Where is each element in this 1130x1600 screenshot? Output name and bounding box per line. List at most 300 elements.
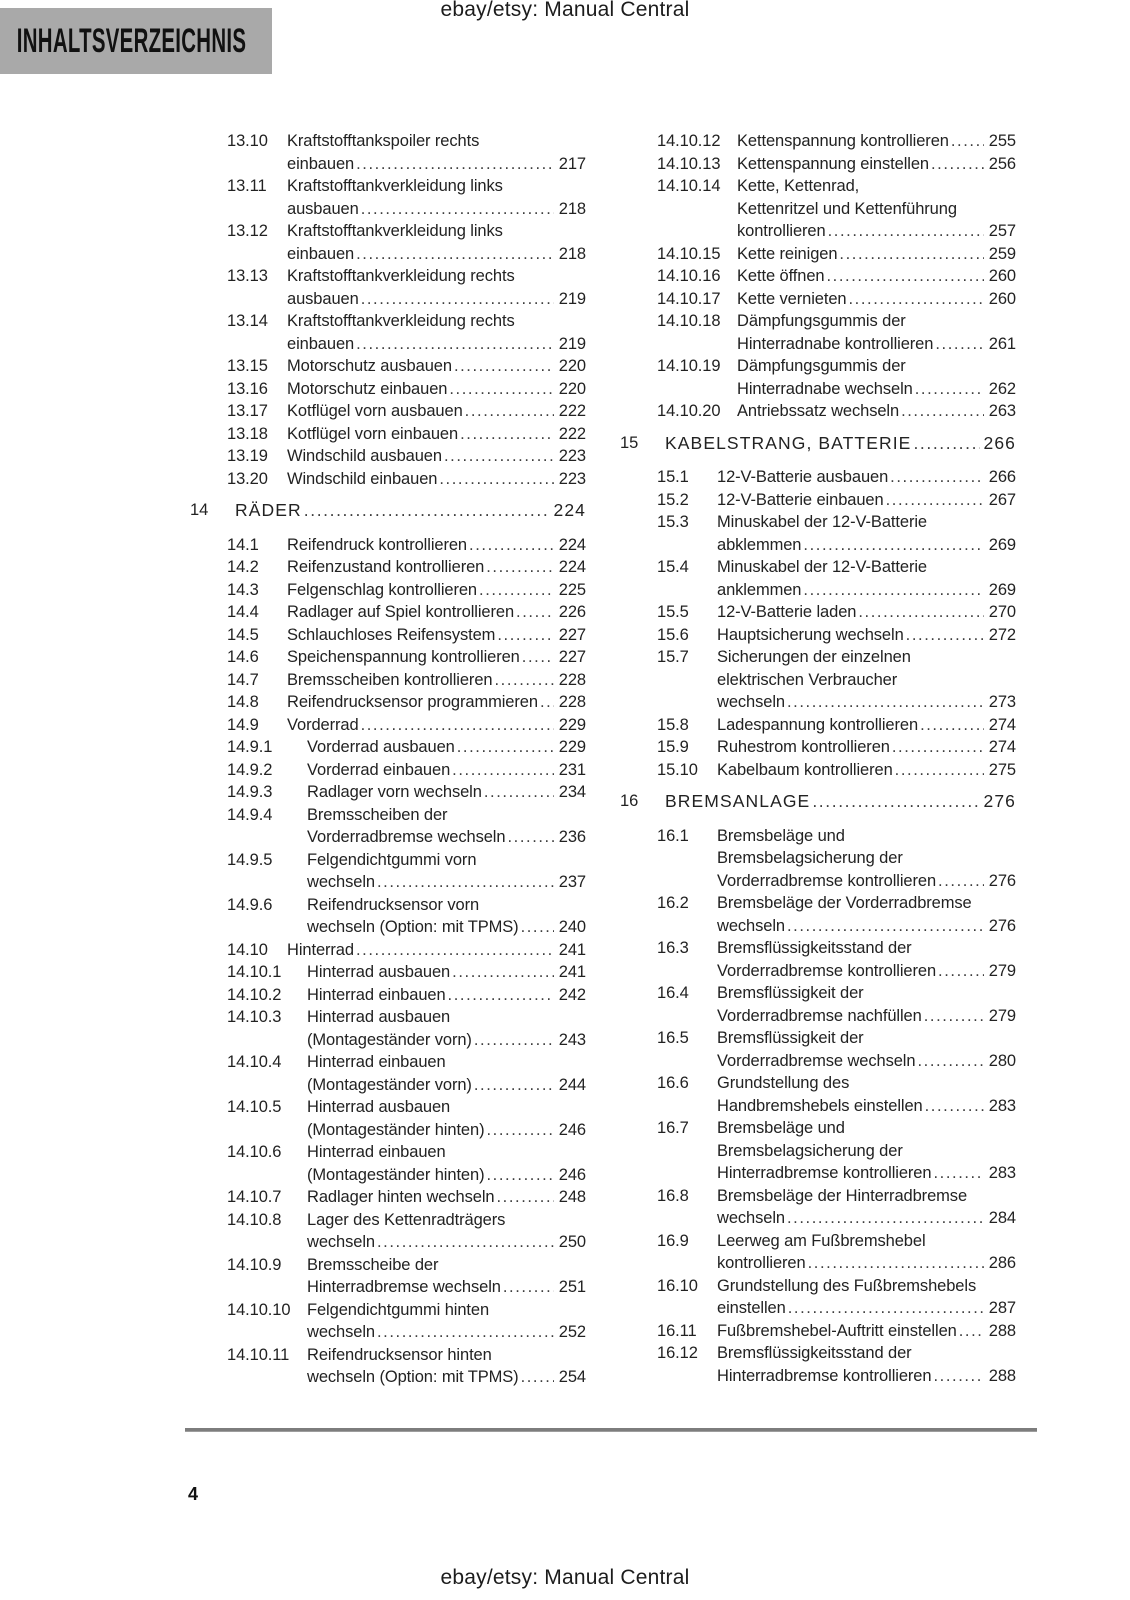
page-number: 226 bbox=[558, 603, 586, 621]
toc-title-text: einstellen bbox=[717, 1299, 786, 1317]
toc-entry-title bbox=[307, 961, 586, 984]
dot-leader bbox=[361, 714, 554, 737]
toc-entry-title bbox=[307, 849, 586, 894]
toc-entry-title bbox=[287, 265, 586, 310]
toc-entry-number: 14.4 bbox=[227, 603, 259, 621]
toc-title-text: Schlauchloses Reifensystem bbox=[287, 625, 496, 644]
page-number: 222 bbox=[558, 402, 586, 420]
toc-title-line bbox=[717, 624, 1016, 647]
dot-leader bbox=[959, 1320, 984, 1343]
toc-title-text: einbauen bbox=[287, 244, 355, 263]
toc-entry bbox=[190, 1141, 586, 1186]
page-number: 287 bbox=[988, 1299, 1016, 1317]
toc-entry bbox=[190, 894, 586, 939]
page-number: 236 bbox=[558, 828, 586, 846]
page-number: 260 bbox=[988, 267, 1016, 285]
toc-entry bbox=[190, 601, 586, 624]
toc-entry-number: 14.10.15 bbox=[657, 244, 721, 263]
dot-leader bbox=[356, 243, 554, 266]
toc-title-line bbox=[717, 1162, 1016, 1185]
dot-leader bbox=[361, 288, 554, 311]
toc-entry bbox=[620, 736, 1016, 759]
toc-title-line bbox=[287, 445, 586, 468]
toc-entry-title bbox=[307, 1186, 586, 1209]
dot-leader bbox=[439, 468, 554, 491]
toc-entry bbox=[190, 669, 586, 692]
toc-entry-number: 14.10.17 bbox=[657, 289, 721, 308]
toc-title-line: Kettenritzel und Kettenführung bbox=[737, 199, 957, 218]
toc-entry-number: 14.10.20 bbox=[657, 402, 721, 420]
toc-title-line bbox=[287, 534, 586, 557]
toc-title-line: Lager des Kettenradträgers bbox=[307, 1210, 506, 1229]
section-title-box bbox=[0, 8, 272, 74]
toc-title-line bbox=[717, 579, 1016, 602]
toc-title-line bbox=[737, 265, 1016, 288]
toc-entry bbox=[190, 175, 586, 220]
toc-entry bbox=[620, 714, 1016, 737]
toc-entry-number: 13.10 bbox=[227, 132, 268, 150]
toc-entry-title bbox=[717, 556, 1016, 601]
toc-entry bbox=[620, 982, 1016, 1027]
toc-entry bbox=[620, 1342, 1016, 1387]
toc-title-line bbox=[717, 691, 1016, 714]
toc-entry-number: 15.5 bbox=[657, 603, 689, 621]
dot-leader bbox=[828, 220, 984, 243]
dot-leader bbox=[827, 265, 985, 288]
toc-entry-number: 14.10.4 bbox=[227, 1053, 282, 1071]
dot-leader bbox=[516, 601, 554, 624]
toc-title-text: einbauen bbox=[287, 154, 355, 173]
page-number: 224 bbox=[553, 500, 586, 520]
toc-title-line: Bremsflüssigkeitsstand der bbox=[717, 1344, 912, 1362]
page-number: 273 bbox=[988, 693, 1016, 711]
toc-entry-number: 15.8 bbox=[657, 715, 689, 734]
toc-title-text: Vorderradbremse kontrollieren bbox=[717, 871, 937, 890]
toc-title-text: Kette öffnen bbox=[737, 267, 825, 285]
toc-title-line: Bremsflüssigkeit der bbox=[717, 1029, 864, 1047]
toc-entry-title bbox=[717, 1342, 1016, 1387]
toc-entry bbox=[620, 265, 1016, 288]
page-number: 257 bbox=[988, 222, 1016, 240]
dot-leader bbox=[521, 1366, 554, 1389]
toc-title-text: Hinterradnabe wechseln bbox=[737, 379, 913, 398]
toc-title-text: Vorderrad bbox=[287, 715, 359, 734]
toc-entry-number: 15.1 bbox=[657, 468, 689, 486]
toc-entry-title bbox=[287, 624, 586, 647]
toc-entry-title bbox=[307, 1096, 586, 1141]
page-number: 242 bbox=[558, 985, 586, 1004]
toc-title-line bbox=[287, 378, 586, 401]
toc-title-line: Dämpfungsgummis der bbox=[737, 357, 906, 375]
toc-title-text: wechseln (Option: mit TPMS) bbox=[307, 1368, 519, 1386]
page-number: 279 bbox=[988, 961, 1016, 980]
toc-entry bbox=[620, 892, 1016, 937]
toc-entry-number: 13.17 bbox=[227, 402, 268, 420]
toc-title-text: einbauen bbox=[287, 334, 355, 353]
toc-title-text: anklemmen bbox=[717, 580, 802, 599]
dot-leader bbox=[486, 1164, 554, 1187]
toc-title-text: Hinterrad einbauen bbox=[307, 985, 446, 1004]
toc-title-line bbox=[737, 333, 1016, 356]
toc-entry bbox=[190, 1344, 586, 1389]
dot-leader bbox=[935, 333, 984, 356]
dot-leader bbox=[803, 579, 984, 602]
dot-leader bbox=[454, 355, 554, 378]
toc-title-text: Vorderradbremse nachfüllen bbox=[717, 1006, 922, 1025]
dot-leader bbox=[812, 790, 979, 813]
toc-title-line bbox=[737, 243, 1016, 266]
dot-leader bbox=[540, 691, 554, 714]
toc-title-line bbox=[287, 423, 586, 446]
toc-entry bbox=[190, 1051, 586, 1096]
page-number: 283 bbox=[988, 1164, 1016, 1182]
toc-title-line bbox=[737, 130, 1016, 153]
toc-entry-title bbox=[287, 556, 586, 579]
dot-leader bbox=[486, 556, 554, 579]
toc-title-text: Fußbremshebel-Auftritt einstellen bbox=[717, 1321, 957, 1340]
toc-entry bbox=[620, 310, 1016, 355]
dot-leader bbox=[522, 646, 554, 669]
toc-entry-number: 14.10.6 bbox=[227, 1143, 282, 1161]
toc-column-left bbox=[190, 130, 586, 1389]
dot-leader bbox=[304, 499, 550, 522]
toc-title-line bbox=[287, 288, 586, 311]
toc-entry-number: 16.9 bbox=[657, 1231, 689, 1250]
toc-entry-title bbox=[717, 982, 1016, 1027]
page-number: 240 bbox=[558, 918, 586, 936]
footer-doc-title: ebay/etsy: Manual Central bbox=[440, 1566, 690, 1589]
dot-leader bbox=[886, 489, 984, 512]
toc-title-text: Windschild ausbauen bbox=[287, 447, 442, 465]
toc-entry-number: 13.20 bbox=[227, 469, 268, 488]
toc-title-text: KABELSTRANG, BATTERIE bbox=[665, 432, 912, 453]
toc-title-line: Bremsscheibe der bbox=[307, 1255, 439, 1274]
page-number: 283 bbox=[988, 1096, 1016, 1115]
toc-entry-number: 14.10.1 bbox=[227, 963, 282, 981]
toc-title-line bbox=[287, 243, 586, 266]
page-number: 219 bbox=[558, 289, 586, 308]
toc-entry bbox=[190, 1006, 586, 1051]
toc-entry bbox=[620, 1072, 1016, 1117]
toc-title-line bbox=[307, 1119, 586, 1142]
toc-title-line: Bremsbeläge der Vorderradbremse bbox=[717, 894, 972, 912]
toc-title-text: Kette reinigen bbox=[737, 244, 838, 263]
toc-title-line: elektrischen Verbraucher bbox=[717, 670, 898, 689]
header-doc-title: ebay/etsy: Manual Central bbox=[440, 0, 690, 21]
toc-title-text: Ruhestrom kontrollieren bbox=[717, 738, 890, 756]
toc-entry bbox=[190, 646, 586, 669]
toc-entry-number: 14.10.13 bbox=[657, 154, 721, 173]
page-number: 254 bbox=[558, 1368, 586, 1386]
toc-title-text: 12-V-Batterie laden bbox=[717, 603, 857, 621]
toc-entry-number: 14.9.4 bbox=[227, 805, 273, 824]
toc-entry-number: 14.9.5 bbox=[227, 850, 273, 869]
dot-leader bbox=[839, 243, 984, 266]
dot-leader bbox=[377, 1321, 554, 1344]
toc-title-text: Vorderradbremse wechseln bbox=[307, 828, 506, 846]
dot-leader bbox=[858, 601, 984, 624]
toc-title-text: BREMSANLAGE bbox=[665, 791, 811, 811]
page-number: 219 bbox=[558, 334, 586, 353]
toc-title-line: Leerweg am Fußbremshebel bbox=[717, 1231, 926, 1250]
toc-entry bbox=[620, 175, 1016, 243]
toc-entry-title bbox=[235, 499, 586, 522]
toc-title-line bbox=[287, 646, 586, 669]
toc-title-text: Radlager auf Spiel kontrollieren bbox=[287, 603, 515, 621]
toc-entry-title bbox=[717, 937, 1016, 982]
toc-entry-title bbox=[287, 714, 586, 737]
toc-entry-number: 15.4 bbox=[657, 558, 689, 576]
dot-leader bbox=[917, 1050, 984, 1073]
dot-leader bbox=[377, 871, 554, 894]
toc-entry bbox=[620, 1027, 1016, 1072]
toc-entry bbox=[190, 468, 586, 491]
toc-title-line bbox=[717, 534, 1016, 557]
toc-title-text: Kettenspannung einstellen bbox=[737, 154, 929, 173]
toc-entry bbox=[190, 781, 586, 804]
toc-title-line bbox=[307, 916, 586, 939]
toc-entry bbox=[620, 790, 1016, 813]
toc-entry-number: 14.9.6 bbox=[227, 895, 273, 914]
toc-title-line: Kette, Kettenrad, bbox=[737, 177, 860, 195]
toc-title-line: Kraftstofftankverkleidung links bbox=[287, 222, 503, 240]
toc-entry bbox=[190, 130, 586, 175]
toc-entry-number: 14.10 bbox=[227, 940, 268, 959]
toc-title-line: Kraftstofftankverkleidung links bbox=[287, 177, 503, 195]
toc-entry-title bbox=[287, 579, 586, 602]
page-number: 231 bbox=[558, 760, 586, 779]
toc-title-line: Bremsbeläge der Hinterradbremse bbox=[717, 1186, 968, 1205]
toc-entry-title bbox=[307, 1209, 586, 1254]
toc-entry bbox=[190, 1096, 586, 1141]
toc-entry-number: 16.4 bbox=[657, 984, 689, 1002]
dot-leader bbox=[892, 736, 984, 759]
page-number: 288 bbox=[988, 1321, 1016, 1340]
dot-leader bbox=[465, 400, 554, 423]
toc-entry bbox=[190, 499, 586, 522]
toc-title-text: ausbauen bbox=[287, 289, 359, 308]
toc-entry-title bbox=[307, 804, 586, 849]
toc-entry bbox=[620, 288, 1016, 311]
toc-entry bbox=[620, 511, 1016, 556]
toc-entry-title bbox=[737, 243, 1016, 266]
toc-entry bbox=[190, 445, 586, 468]
page-number: 222 bbox=[558, 424, 586, 443]
toc-title-text: 12-V-Batterie einbauen bbox=[717, 490, 884, 509]
dot-leader bbox=[497, 624, 554, 647]
dot-leader bbox=[849, 288, 985, 311]
toc-entry-number: 16.3 bbox=[657, 939, 689, 957]
toc-title-line: Hinterrad ausbauen bbox=[307, 1008, 451, 1026]
dot-leader bbox=[494, 669, 554, 692]
toc-entry bbox=[620, 400, 1016, 423]
toc-entry bbox=[190, 1299, 586, 1344]
toc-entry-title bbox=[717, 759, 1016, 782]
footer-divider bbox=[185, 1428, 1037, 1432]
toc-entry-title bbox=[717, 466, 1016, 489]
toc-title-line: Reifendrucksensor hinten bbox=[307, 1345, 492, 1364]
toc-title-line bbox=[307, 984, 586, 1007]
toc-entry-title bbox=[717, 511, 1016, 556]
toc-title-text: Kabelbaum kontrollieren bbox=[717, 760, 893, 779]
toc-title-line bbox=[717, 1095, 1016, 1118]
toc-entry-number: 13.16 bbox=[227, 379, 268, 398]
toc-entry bbox=[190, 378, 586, 401]
toc-entry-number: 15.2 bbox=[657, 490, 689, 509]
dot-leader bbox=[474, 1029, 554, 1052]
toc-entry-number: 14.1 bbox=[227, 535, 259, 554]
toc-title-text: Vorderradbremse wechseln bbox=[717, 1051, 916, 1070]
toc-entry-title bbox=[287, 130, 586, 175]
toc-entry bbox=[190, 961, 586, 984]
page-number: 275 bbox=[988, 760, 1016, 779]
toc-entry-number: 14.9.1 bbox=[227, 738, 273, 756]
toc-title-text: Handbremshebels einstellen bbox=[717, 1096, 923, 1115]
dot-leader bbox=[931, 153, 984, 176]
toc-title-line: Bremsflüssigkeit der bbox=[717, 984, 864, 1002]
toc-title-line bbox=[307, 1276, 586, 1299]
toc-title-line bbox=[717, 489, 1016, 512]
toc-title-line bbox=[235, 499, 586, 522]
toc-entry bbox=[190, 400, 586, 423]
toc-title-line bbox=[717, 1297, 1016, 1320]
dot-leader bbox=[933, 1162, 984, 1185]
page-number: 276 bbox=[988, 871, 1016, 890]
toc-entry-title bbox=[307, 781, 586, 804]
dot-leader bbox=[895, 759, 984, 782]
page-number: 286 bbox=[988, 1254, 1016, 1272]
toc-title-line bbox=[717, 1207, 1016, 1230]
toc-entry bbox=[620, 759, 1016, 782]
page-number: 256 bbox=[988, 154, 1016, 173]
toc-entry bbox=[190, 984, 586, 1007]
toc-title-line bbox=[287, 198, 586, 221]
toc-entry-number: 16.6 bbox=[657, 1074, 689, 1092]
toc-entry-title bbox=[737, 355, 1016, 400]
toc-entry-number: 14.3 bbox=[227, 580, 259, 599]
toc-title-text: wechseln bbox=[717, 693, 785, 711]
dot-leader bbox=[913, 432, 979, 455]
toc-entry-number: 13.12 bbox=[227, 222, 268, 240]
toc-entry bbox=[620, 646, 1016, 714]
toc-title-line bbox=[717, 1365, 1016, 1388]
dot-leader bbox=[479, 579, 554, 602]
toc-entry-number: 14.10.16 bbox=[657, 267, 721, 285]
toc-entry-number: 15.6 bbox=[657, 625, 689, 644]
toc-entry bbox=[190, 691, 586, 714]
toc-title-line bbox=[717, 1005, 1016, 1028]
toc-title-line bbox=[287, 939, 586, 962]
footer-page-number: 4 bbox=[188, 1484, 199, 1504]
page-number: 237 bbox=[558, 873, 586, 891]
toc-entry-title bbox=[717, 1027, 1016, 1072]
page-number: 279 bbox=[988, 1006, 1016, 1025]
toc-title-line bbox=[665, 790, 1016, 813]
toc-entry bbox=[190, 534, 586, 557]
toc-title-line bbox=[307, 1029, 586, 1052]
toc-title-line bbox=[287, 691, 586, 714]
toc-entry-title bbox=[287, 601, 586, 624]
toc-title-line bbox=[307, 781, 586, 804]
dot-leader bbox=[951, 130, 984, 153]
toc-title-text: 12-V-Batterie ausbauen bbox=[717, 468, 889, 486]
toc-entry-title bbox=[737, 130, 1016, 153]
toc-entry bbox=[620, 1275, 1016, 1320]
toc-entry-title bbox=[287, 220, 586, 265]
toc-entry bbox=[620, 153, 1016, 176]
toc-title-text: Hinterradnabe kontrollieren bbox=[737, 334, 934, 353]
page-number: 224 bbox=[558, 535, 586, 554]
dot-leader bbox=[920, 714, 984, 737]
toc-entry-number: 13.14 bbox=[227, 312, 268, 330]
toc-title-text: Bremsscheiben kontrollieren bbox=[287, 670, 493, 689]
toc-title-line: Hinterrad ausbauen bbox=[307, 1098, 451, 1116]
toc-title-text: wechseln bbox=[307, 1323, 375, 1341]
page-number: 246 bbox=[558, 1120, 586, 1139]
toc-entry bbox=[190, 849, 586, 894]
toc-title-text: Windschild einbauen bbox=[287, 469, 438, 488]
toc-entry bbox=[190, 939, 586, 962]
toc-entry-number: 14.10.18 bbox=[657, 312, 721, 330]
toc-title-text: (Montageständer hinten) bbox=[307, 1120, 485, 1139]
toc-title-line: Hinterrad einbauen bbox=[307, 1143, 446, 1161]
dot-leader bbox=[915, 378, 984, 401]
page-number: 225 bbox=[558, 580, 586, 599]
page-number: 241 bbox=[558, 963, 586, 981]
toc-title-text: abklemmen bbox=[717, 535, 802, 554]
toc-entry-title bbox=[307, 894, 586, 939]
dot-leader bbox=[787, 691, 984, 714]
page-number: 251 bbox=[558, 1278, 586, 1296]
toc-entry bbox=[190, 423, 586, 446]
toc-title-line: Dämpfungsgummis der bbox=[737, 312, 906, 330]
dot-leader bbox=[444, 445, 554, 468]
dot-leader bbox=[356, 333, 554, 356]
toc-entry bbox=[190, 1254, 586, 1299]
toc-entry-title bbox=[717, 624, 1016, 647]
toc-entry-title bbox=[717, 736, 1016, 759]
toc-title-text: Motorschutz ausbauen bbox=[287, 357, 452, 375]
toc-title-line bbox=[737, 288, 1016, 311]
toc-title-line bbox=[287, 601, 586, 624]
toc-entry-number: 14.10.5 bbox=[227, 1098, 282, 1116]
toc-column-right bbox=[620, 130, 1016, 1387]
toc-title-line bbox=[307, 871, 586, 894]
dot-leader bbox=[361, 198, 554, 221]
page-number: 229 bbox=[558, 715, 586, 734]
toc-title-text: wechseln bbox=[717, 1209, 785, 1227]
dot-leader bbox=[890, 466, 984, 489]
toc-entry bbox=[190, 355, 586, 378]
toc-entry bbox=[620, 243, 1016, 266]
toc-entry bbox=[620, 1117, 1016, 1185]
toc-entry-number: 14.10.19 bbox=[657, 357, 721, 375]
dot-leader bbox=[521, 916, 554, 939]
toc-entry-title bbox=[737, 400, 1016, 423]
toc-entry-title bbox=[287, 939, 586, 962]
dot-leader bbox=[507, 826, 554, 849]
page-number: 255 bbox=[988, 132, 1016, 150]
toc-entry-number: 14.9.3 bbox=[227, 783, 273, 801]
toc-entry-number: 15.3 bbox=[657, 513, 689, 531]
dot-leader bbox=[808, 1252, 984, 1275]
toc-entry bbox=[620, 355, 1016, 400]
toc-title-line bbox=[717, 1050, 1016, 1073]
toc-title-line bbox=[287, 556, 586, 579]
toc-entry-number: 16 bbox=[620, 792, 639, 810]
toc-title-line: Bremsbeläge und bbox=[717, 1119, 845, 1137]
toc-entry-title bbox=[307, 1344, 586, 1389]
